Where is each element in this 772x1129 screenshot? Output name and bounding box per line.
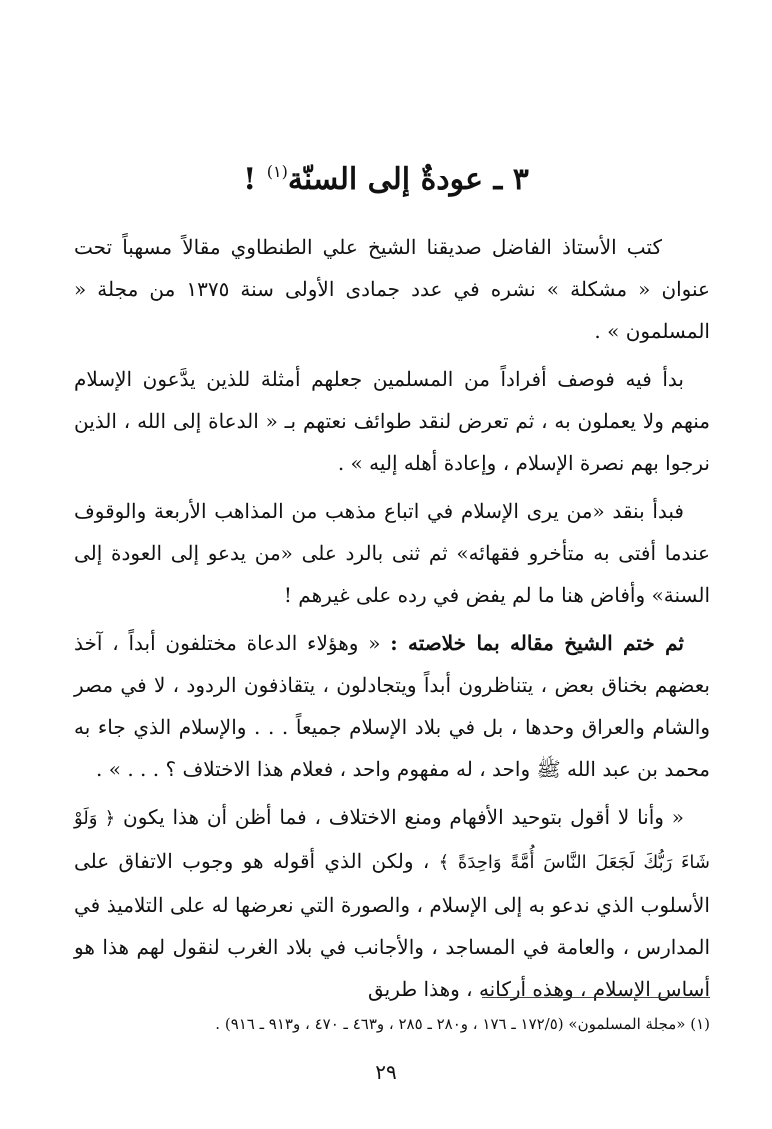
- paragraph-4-quote: « وهؤلاء الدعاة مختلفون أبداً ، آخذ بعضهم بخناق بعض ، يتناظرون أبداً ويتجادلون ، يتقاذفون الردود ، لا في مصر والشام والعراق وحدها ، بل في بلاد الإسلام جميعاً . . . والإسلام الذي جاء به محمد بن عبد الله ﷺ واحد ، له مفهوم واحد ، فعلام هذا الاختلاف ؟ . . . » .: [74, 631, 710, 781]
- body-text: [74, 226, 710, 1016]
- chapter-title: [0, 152, 772, 200]
- paragraph-1: كتب الأستاذ الفاضل صديقنا الشيخ علي الطنطاوي مقالاً مسهباً تحت عنوان « مشكلة » نشره في عدد جمادى الأولى سنة ١٣٧٥ من مجلة « المسلمون » .: [74, 235, 710, 343]
- paragraph-4-lead: ثم ختم الشيخ مقاله بما خلاصته :: [390, 631, 684, 655]
- paragraph-2: بدأ فيه فوصف أفراداً من المسلمين جعلهم أمثلة للذين يدَّعون الإسلام منهم ولا يعملون به ، ثم تعرض لنقد طوائف نعتهم بـ « الدعاة إلى الله ، الذين نرجوا بهم نصرة الإسلام ، وإعادة أهله إليه » .: [74, 367, 710, 475]
- quran-verse: ﴿ وَلَوْ شَاءَ رَبُّكَ لَجَعَلَ النَّاسَ أُمَّةً وَاحِدَةً ﴾: [74, 808, 710, 873]
- chapter-title-suffix: !: [243, 162, 257, 197]
- page-number: ٢٩: [375, 1060, 397, 1084]
- paragraph-5-after: ، ولكن الذي أقوله هو وجوب الاتفاق على الأسلوب الذي ندعو به إلى الإسلام ، والصورة التي نعرضها له على التلاميذ في المدارس ، والعامة في المساجد ، والأجانب في بلاد الغرب لنقول لهم هذا هو أساس الإسلام ، وهذه أركانه ، وهذا طريق: [74, 849, 710, 1001]
- footnote: (١) «مجلة المسلمون» (١٧٢/٥ ـ ١٧٦ ، و٢٨٠ ـ ٢٨٥ ، و٤٦٣ ـ ٤٧٠ ، و٩١٣ ـ ٩١٦) .: [215, 1015, 710, 1033]
- paragraph-5-before: « وأنا لا أقول بتوحيد الأفهام ومنع الاختلاف ، فما أظن أن هذا يكون: [115, 805, 684, 829]
- footnote-marker: (١): [266, 162, 288, 181]
- paragraph-3: فبدأ بنقد «من يرى الإسلام في اتباع مذهب من المذاهب الأربعة والوقوف عندما أفتى به متأخرو فقهائه» ثم ثنى بالرد على «من يدعو إلى العودة إلى السنة» وأفاض هنا ما لم يفض في رده على غيرهم !: [74, 499, 710, 607]
- paragraph-5: [74, 796, 710, 1010]
- chapter-title-text: ٣ ـ عودةٌ إلى السنّة: [287, 162, 529, 197]
- paragraph-4: [74, 622, 710, 790]
- footnote-divider: [482, 997, 710, 998]
